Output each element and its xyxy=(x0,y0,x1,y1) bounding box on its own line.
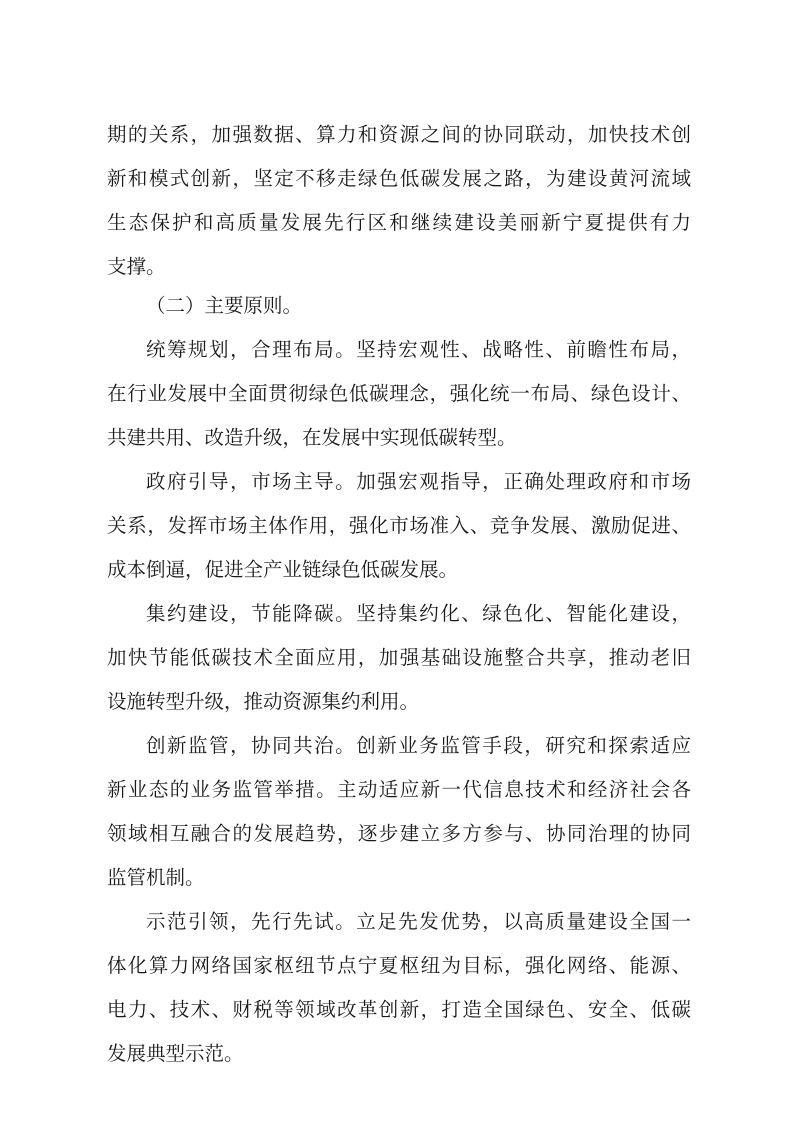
text-line: 支撑。 xyxy=(107,255,166,278)
text-line: 体化算力网络国家枢纽节点宁夏枢纽为目标，强化网络、能源、 xyxy=(107,954,691,977)
text-line: 生态保护和高质量发展先行区和继续建设美丽新宁夏提供有力 xyxy=(107,211,691,234)
text-line: 期的关系，加强数据、算力和资源之间的协同联动，加快技术创 xyxy=(107,123,691,146)
principle-first-line: 集约建设，节能降碳。坚持集约化、绿色化、智能化建设， xyxy=(146,602,691,625)
principle-first-line: 创新监管，协同共治。创新业务监管手段，研究和探索适应 xyxy=(146,734,691,757)
principle-first-line: 统筹规划，合理布局。坚持宏观性、战略性、前瞻性布局， xyxy=(146,338,691,361)
text-line: 设施转型升级，推动资源集约利用。 xyxy=(107,690,420,713)
principle-first-line: 政府引导，市场主导。加强宏观指导，正确处理政府和市场 xyxy=(146,470,691,493)
text-line: 共建共用、改造升级，在发展中实现低碳转型。 xyxy=(107,426,517,449)
text-line: 加快节能低碳技术全面应用，加强基础设施整合共享，推动老旧 xyxy=(107,646,691,669)
text-line: 领域相互融合的发展趋势，逐步建立多方参与、协同治理的协同 xyxy=(107,822,691,845)
text-line: 发展典型示范。 xyxy=(107,1042,244,1065)
text-line: 成本倒逼，促进全产业链绿色低碳发展。 xyxy=(107,558,459,581)
text-line: 在行业发展中全面贯彻绿色低碳理念，强化统一布局、绿色设计、 xyxy=(107,382,691,405)
text-line: 电力、技术、财税等领域改革创新，打造全国绿色、安全、低碳 xyxy=(107,998,691,1021)
text-line: 新和模式创新，坚定不移走绿色低碳发展之路，为建设黄河流域 xyxy=(107,167,691,190)
text-line: 监管机制。 xyxy=(107,866,205,889)
text-line: 关系，发挥市场主体作用，强化市场准入、竞争发展、激励促进、 xyxy=(107,514,691,537)
text-line: 新业态的业务监管举措。主动适应新一代信息技术和经济社会各 xyxy=(107,778,691,801)
principle-first-line: 示范引领，先行先试。立足先发优势，以高质量建设全国一 xyxy=(146,910,691,933)
section-heading: （二）主要原则。 xyxy=(146,294,303,317)
